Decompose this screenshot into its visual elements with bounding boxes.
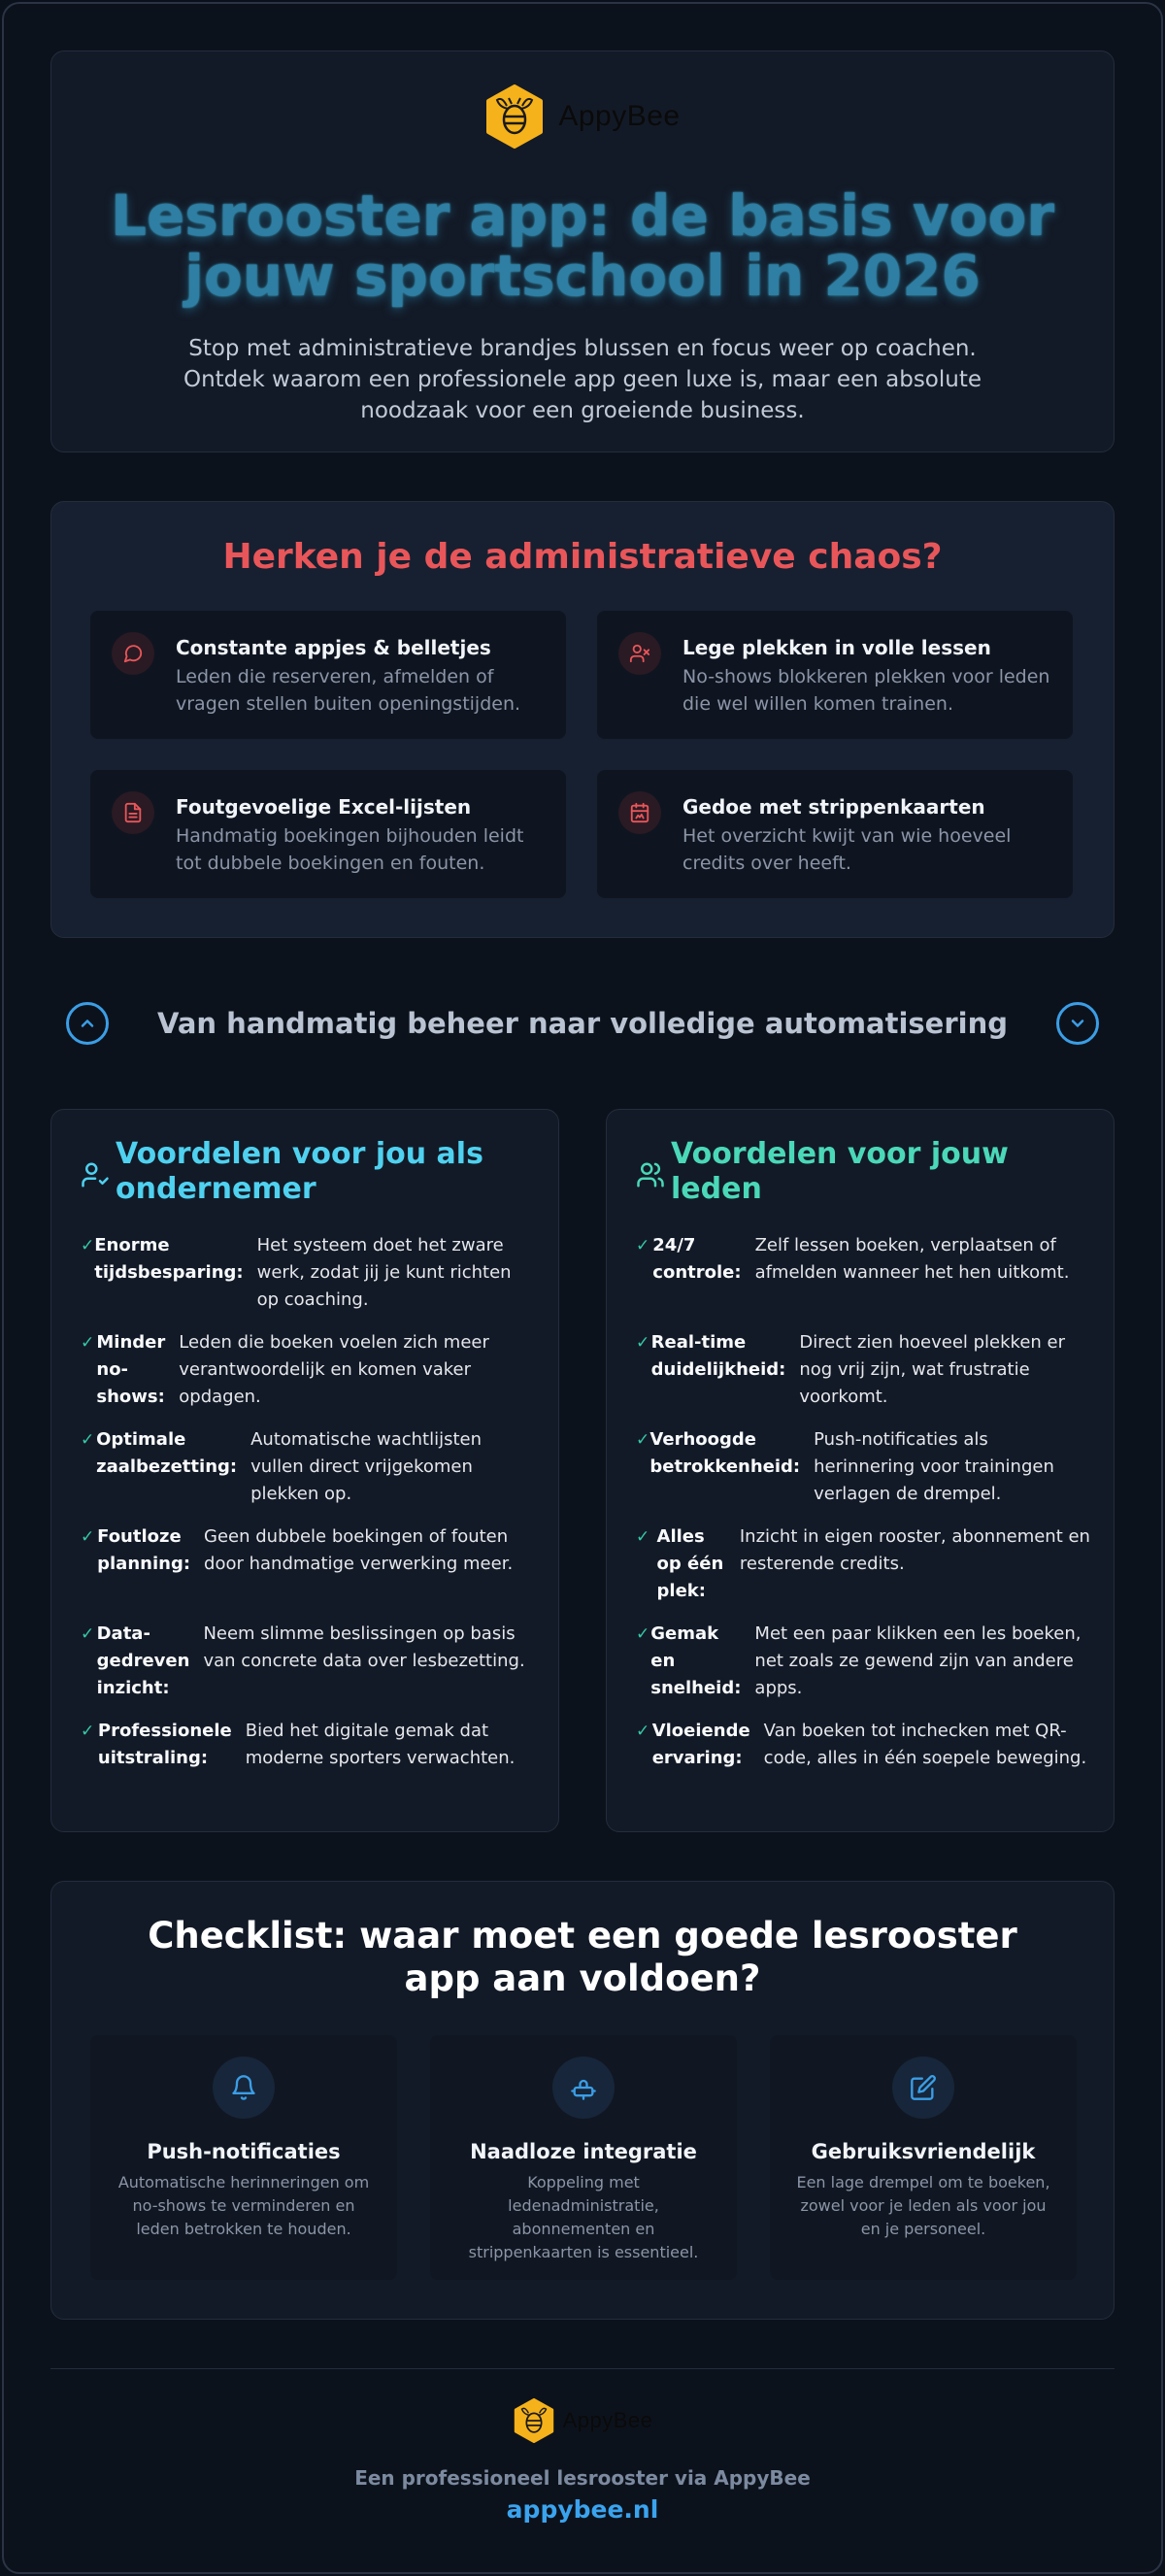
checklist-item-text: Een lage drempel om te boeken, zowel voor je leden als voor jou en je personeel. [796,2173,1050,2238]
benefit-key: Alles op één plek: [656,1526,724,1601]
check-icon: ✓ [81,1333,95,1353]
checklist-item [770,2035,1077,2280]
checklist-item [430,2035,737,2280]
check-icon: ✓ [81,1722,95,1741]
owner-benefits-list [81,1232,535,1815]
chaos-item [597,611,1073,739]
checklist-title: Checklist: waar moet een goede lesrooster app aan voldoen? [148,1915,1017,1999]
checklist-item-text: Automatische herinneringen om no-shows te verminderen en leden betrokken te houden. [117,2173,370,2238]
benefit-value: Direct zien hoeveel plekken er nog vrij zijn, wat frustratie voorkomt. [799,1332,1066,1407]
chaos-section [50,501,1115,938]
check-icon: ✓ [636,1624,650,1644]
footer-tagline: Een professioneel lesrooster via AppyBee [354,2466,811,2490]
check-icon: ✓ [81,1527,95,1547]
benefit-item [636,1329,1090,1426]
benefit-key: Professionele uitstraling: [97,1721,232,1768]
chaos-item-title: Gedoe met strippenkaarten [682,795,985,819]
benefit-item [81,1329,535,1426]
benefit-item [81,1426,535,1523]
benefit-key: Minder no-shows: [96,1332,166,1407]
benefit-key: Gemak en snelheid: [650,1623,742,1698]
benefit-key: Verhoogde betrokkenheid: [649,1429,801,1477]
brand-name: AppyBee [558,100,681,132]
benefit-item [81,1621,535,1718]
footer-logo[interactable] [0,2398,1165,2443]
benefit-item [81,1232,535,1329]
benefit-key: Real-time duidelijkheid: [650,1332,786,1380]
check-icon: ✓ [81,1430,95,1450]
benefit-item [636,1232,1090,1329]
benefit-value: Het systeem doet het zware werk, zodat jij je kunt richten op coaching. [256,1235,512,1310]
check-icon: ✓ [636,1236,650,1255]
checklist-item-text: Koppeling met ledenadministratie, abonnementen en strippenkaarten is essentieel. [468,2173,699,2261]
benefit-value: Met een paar klikken een les boeken, net zoals ze gewend zijn van andere apps. [754,1623,1082,1698]
benefit-key: Data-gedreven inzicht: [96,1623,190,1698]
member-benefits-title: Voordelen voor jouw leden [671,1137,1009,1206]
chaos-item-title: Lege plekken in volle lessen [682,636,991,659]
checklist-item-title: Naadloze integratie [470,2140,697,2163]
benefit-item [81,1718,535,1815]
owner-benefits-title: Voordelen voor jou als ondernemer [116,1137,483,1206]
chaos-item [90,770,566,898]
chaos-item-text: Het overzicht kwijt van wie hoeveel credits over heeft. [682,825,1012,874]
hero-card [50,50,1115,452]
chaos-item-text: No-shows blokkeren plekken voor leden die wel willen komen trainen. [682,666,1050,715]
footer-link[interactable]: appybee.nl [506,2495,659,2524]
chaos-item-text: Handmatig boekingen bijhouden leidt tot dubbele boekingen en fouten. [176,825,524,874]
divider-text: Van handmatig beheer naar volledige automatisering [157,1007,1008,1040]
footer-divider [50,2368,1115,2369]
owner-benefits-card [50,1109,559,1832]
chaos-item [597,770,1073,898]
member-benefits-list [636,1232,1090,1815]
member-benefits-card [606,1109,1115,1832]
benefit-key: Foutloze planning: [97,1526,191,1574]
benefit-key: 24/7 controle: [652,1235,742,1283]
chevron-up-icon[interactable] [66,1002,109,1045]
benefit-value: Van boeken tot inchecken met QR-code, alles in één soepele beweging. [763,1721,1087,1768]
file-text-icon [112,791,154,834]
checklist-item [90,2035,397,2280]
benefit-key: Optimale zaalbezetting: [96,1429,238,1477]
benefit-item [81,1523,535,1621]
footer-brand-name: AppyBee [562,2408,653,2432]
chaos-item [90,611,566,739]
benefit-value: Inzicht in eigen rooster, abonnement en resterende credits. [739,1526,1090,1574]
benefit-value: Zelf lessen boeken, verplaatsen of afmelden wanneer het hen uitkomt. [754,1235,1070,1283]
chaos-item-title: Constante appjes & belletjes [176,636,491,659]
chaos-title: Herken je de administratieve chaos? [222,537,943,577]
section-divider [50,998,1115,1049]
user-check-icon [81,1160,110,1189]
page-title: Lesrooster app: de basis voor jouw sportschool in 2026 [111,183,1054,309]
chaos-item-text: Leden die reserveren, afmelden of vragen stellen buiten openingstijden. [176,666,521,715]
benefit-item [636,1426,1090,1523]
check-icon: ✓ [636,1430,650,1450]
hero-subtitle: Stop met administratieve brandjes blussen en focus weer op coachen. Ontdek waarom een professionele app geen luxe is, maar een absolute noodzaak voor een groeiende business. [183,336,982,423]
benefit-item [636,1523,1090,1621]
chaos-item-title: Foutgevoelige Excel-lijsten [176,795,472,819]
check-icon: ✓ [636,1333,650,1353]
benefit-value: Push-notificaties als herinnering voor trainingen verlagen de drempel. [814,1429,1054,1504]
checklist-item-title: Push-notificaties [147,2140,341,2163]
users-icon [636,1160,665,1189]
check-icon: ✓ [636,1722,650,1741]
benefit-value: Leden die boeken voelen zich meer verantwoordelijk en komen vaker opdagen. [179,1332,489,1407]
calendar-icon [618,791,661,834]
bell-icon [213,2057,275,2119]
benefit-item [636,1621,1090,1718]
checklist-item-title: Gebruiksvriendelijk [811,2140,1036,2163]
bee-logo-icon [513,2398,555,2443]
check-icon: ✓ [636,1527,650,1547]
benefit-key: Vloeiende ervaring: [651,1721,750,1768]
benefit-key: Enorme tijdsbesparing: [94,1235,244,1283]
benefit-value: Automatische wachtlijsten vullen direct vrijgekomen plekken op. [250,1429,483,1504]
benefit-value: Bied het digitale gemak dat moderne sporters verwachten. [245,1721,516,1768]
check-icon: ✓ [81,1236,95,1255]
checklist-section [50,1881,1115,2320]
users-x-icon [618,632,661,675]
chat-bubble-icon [112,632,154,675]
plug-icon [552,2057,615,2119]
bee-logo-icon [484,84,545,149]
benefit-item [636,1718,1090,1815]
chevron-down-icon[interactable] [1056,1002,1099,1045]
brand-logo[interactable] [51,84,1114,149]
benefit-value: Neem slimme beslissingen op basis van concrete data over lesbezetting. [203,1623,525,1671]
check-icon: ✓ [81,1624,95,1644]
edit-icon [892,2057,954,2119]
benefit-value: Geen dubbele boekingen of fouten door handmatige verwerking meer. [204,1526,514,1574]
